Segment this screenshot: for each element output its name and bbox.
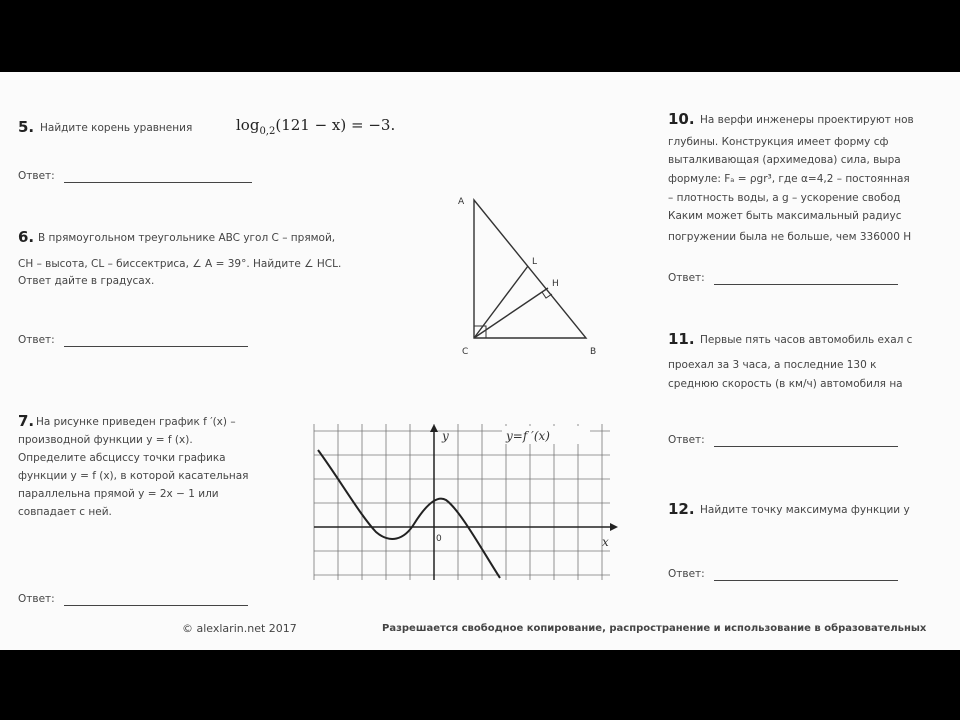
triangle-figure — [440, 188, 610, 388]
equation-rest: (121 − x) = −3. — [275, 116, 396, 134]
bisector-cl — [474, 266, 528, 338]
task7-line-2: производной функции y = f (x). — [18, 434, 193, 446]
task10-line-6: Каким может быть максимальный радиус — [668, 210, 902, 222]
graph-grid — [314, 424, 610, 580]
y-axis-arrow — [430, 424, 438, 432]
y-axis-label: y — [442, 429, 449, 443]
task10-line-1: На верфи инженеры проектируют нов — [700, 114, 914, 126]
task5-number: 5. — [18, 118, 35, 136]
task6-number: 6. — [18, 228, 35, 246]
task10-line-4: формуле: Fₐ = ρgr³, где α=4,2 – постоянная — [668, 173, 910, 185]
task12-answer-line[interactable] — [714, 580, 898, 581]
task7-line-5: параллельна прямой y = 2x − 1 или — [18, 488, 219, 500]
task7-line-6: совпадает с ней. — [18, 506, 112, 518]
label-h: H — [552, 279, 559, 289]
task7-line-4: функции y = f (x), в которой касательная — [18, 470, 249, 482]
equation-log: log — [236, 116, 260, 134]
task6-line-3: Ответ дайте в градусах. — [18, 275, 155, 287]
triangle-abc — [474, 200, 586, 338]
task10-number: 10. — [668, 110, 695, 128]
worksheet-page — [0, 72, 960, 650]
task12-answer-label: Ответ: — [668, 568, 705, 580]
task10-line-7: погружении была не больше, чем 336000 Н — [668, 231, 912, 243]
footer-copyright: © alexlarin.net 2017 — [182, 622, 297, 635]
task5-text: Найдите корень уравнения — [40, 122, 193, 134]
task7-line-3: Определите абсциссу точки графика — [18, 452, 226, 464]
task7-number: 7. — [18, 412, 35, 430]
task6-answer-label: Ответ: — [18, 334, 55, 346]
task10-line-3: выталкивающая (архимедова) сила, выра — [668, 154, 901, 166]
task10-answer-label: Ответ: — [668, 272, 705, 284]
func-label: y=f ′(x) — [506, 429, 550, 443]
x-axis-arrow — [610, 523, 618, 531]
task10-line-2: глубины. Конструкция имеет форму сф — [668, 136, 889, 148]
task12-text: Найдите точку максимума функции y — [700, 504, 910, 516]
label-l: L — [532, 257, 538, 267]
task5-answer-label: Ответ: — [18, 170, 55, 182]
task11-number: 11. — [668, 330, 695, 348]
label-a: A — [458, 197, 465, 207]
equation-base: 0,2 — [259, 126, 276, 137]
label-c: C — [462, 347, 469, 357]
label-b: B — [590, 347, 597, 357]
task6-line-2: CH – высота, CL – биссектриса, ∠ A = 39°. Найдите ∠ HCL. — [18, 258, 342, 270]
task5-answer-line[interactable] — [64, 182, 252, 183]
task11-answer-label: Ответ: — [668, 434, 705, 446]
task7-answer-line[interactable] — [64, 605, 248, 606]
x-axis-label: x — [602, 535, 609, 549]
task5-equation — [236, 116, 395, 137]
task7-line-1: На рисунке приведен график f ′(x) – — [36, 416, 236, 428]
task6-answer-line[interactable] — [64, 346, 248, 347]
task7-answer-label: Ответ: — [18, 593, 55, 605]
derivative-curve — [318, 450, 500, 578]
height-ch — [474, 288, 548, 338]
task11-answer-line[interactable] — [714, 446, 898, 447]
task10-answer-line[interactable] — [714, 284, 898, 285]
derivative-graph — [310, 420, 620, 582]
origin-label: 0 — [436, 534, 442, 544]
footer-license: Разрешается свободное копирование, распространение и использование в образовательных — [382, 623, 927, 634]
task11-line-2: проехал за 3 часа, а последние 130 к — [668, 359, 877, 371]
task6-line-1: В прямоугольном треугольнике ABC угол C – прямой, — [38, 232, 336, 244]
right-angle-h — [542, 292, 552, 298]
task10-line-5: – плотность воды, а g – ускорение свобод — [668, 192, 901, 204]
task11-line-1: Первые пять часов автомобиль ехал с — [700, 334, 913, 346]
task12-number: 12. — [668, 500, 695, 518]
task11-line-3: среднюю скорость (в км/ч) автомобиля на — [668, 378, 903, 390]
